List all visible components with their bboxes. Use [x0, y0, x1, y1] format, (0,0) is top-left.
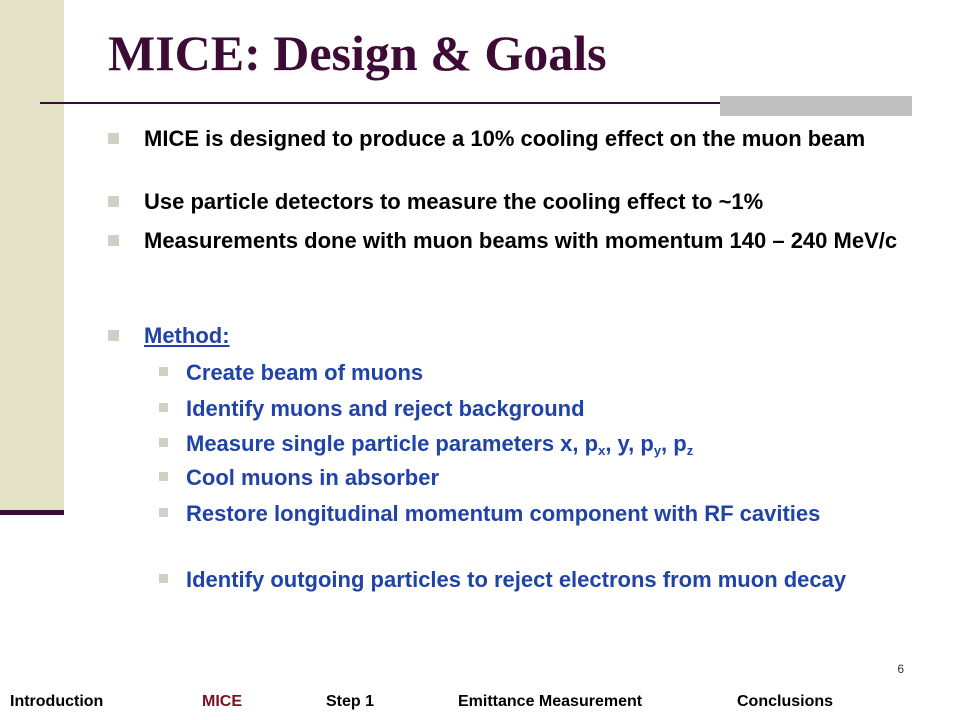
method-link[interactable]: Method:: [144, 323, 230, 348]
sub-bullet-item: Identify muons and reject background: [186, 395, 906, 422]
nav-conclusions[interactable]: Conclusions: [737, 693, 834, 710]
sub-bullet-item: Restore longitudinal momentum component with RF cavities: [186, 500, 906, 527]
bullet-square-icon: [159, 574, 168, 583]
left-decor-band: [0, 0, 64, 512]
nav-mice[interactable]: MICE: [202, 693, 242, 710]
bullet-item: Measurements done with muon beams with momentum 140 – 240 MeV/c: [144, 227, 904, 254]
title-decor-box: [720, 96, 912, 116]
sub-bullet-item: Create beam of muons: [186, 359, 906, 386]
bullet-square-icon: [159, 367, 168, 376]
nav-step-1[interactable]: Step 1: [326, 693, 375, 710]
bullet-square-icon: [108, 196, 119, 207]
bullet-square-icon: [159, 508, 168, 517]
left-decor-line: [0, 510, 64, 515]
bullet-square-icon: [159, 472, 168, 481]
slide-title: MICE: Design & Goals: [108, 25, 607, 81]
sub-bullet-item: Cool muons in absorber: [186, 464, 906, 491]
bullet-item-method[interactable]: [144, 322, 904, 349]
bullet-item: MICE is designed to produce a 10% cooling effect on the muon beam: [144, 125, 904, 152]
page-number: 6: [897, 662, 904, 676]
bullet-square-icon: [108, 235, 119, 246]
bullet-square-icon: [159, 438, 168, 447]
sub-bullet-item: Measure single particle parameters x, $p_x$, y, $p_y$, $p_z$: [186, 430, 906, 464]
nav-introduction[interactable]: Introduction: [10, 693, 104, 710]
footer-nav: [0, 693, 960, 715]
bullet-item: Use particle detectors to measure the cooling effect to ~1%: [144, 188, 904, 215]
bullet-square-icon: [159, 403, 168, 412]
bullet-square-icon: [108, 133, 119, 144]
sub-bullet-item: Identify outgoing particles to reject electrons from muon decay: [186, 566, 906, 593]
nav-emittance-measurement[interactable]: Emittance Measurement: [458, 693, 643, 710]
bullet-square-icon: [108, 330, 119, 341]
